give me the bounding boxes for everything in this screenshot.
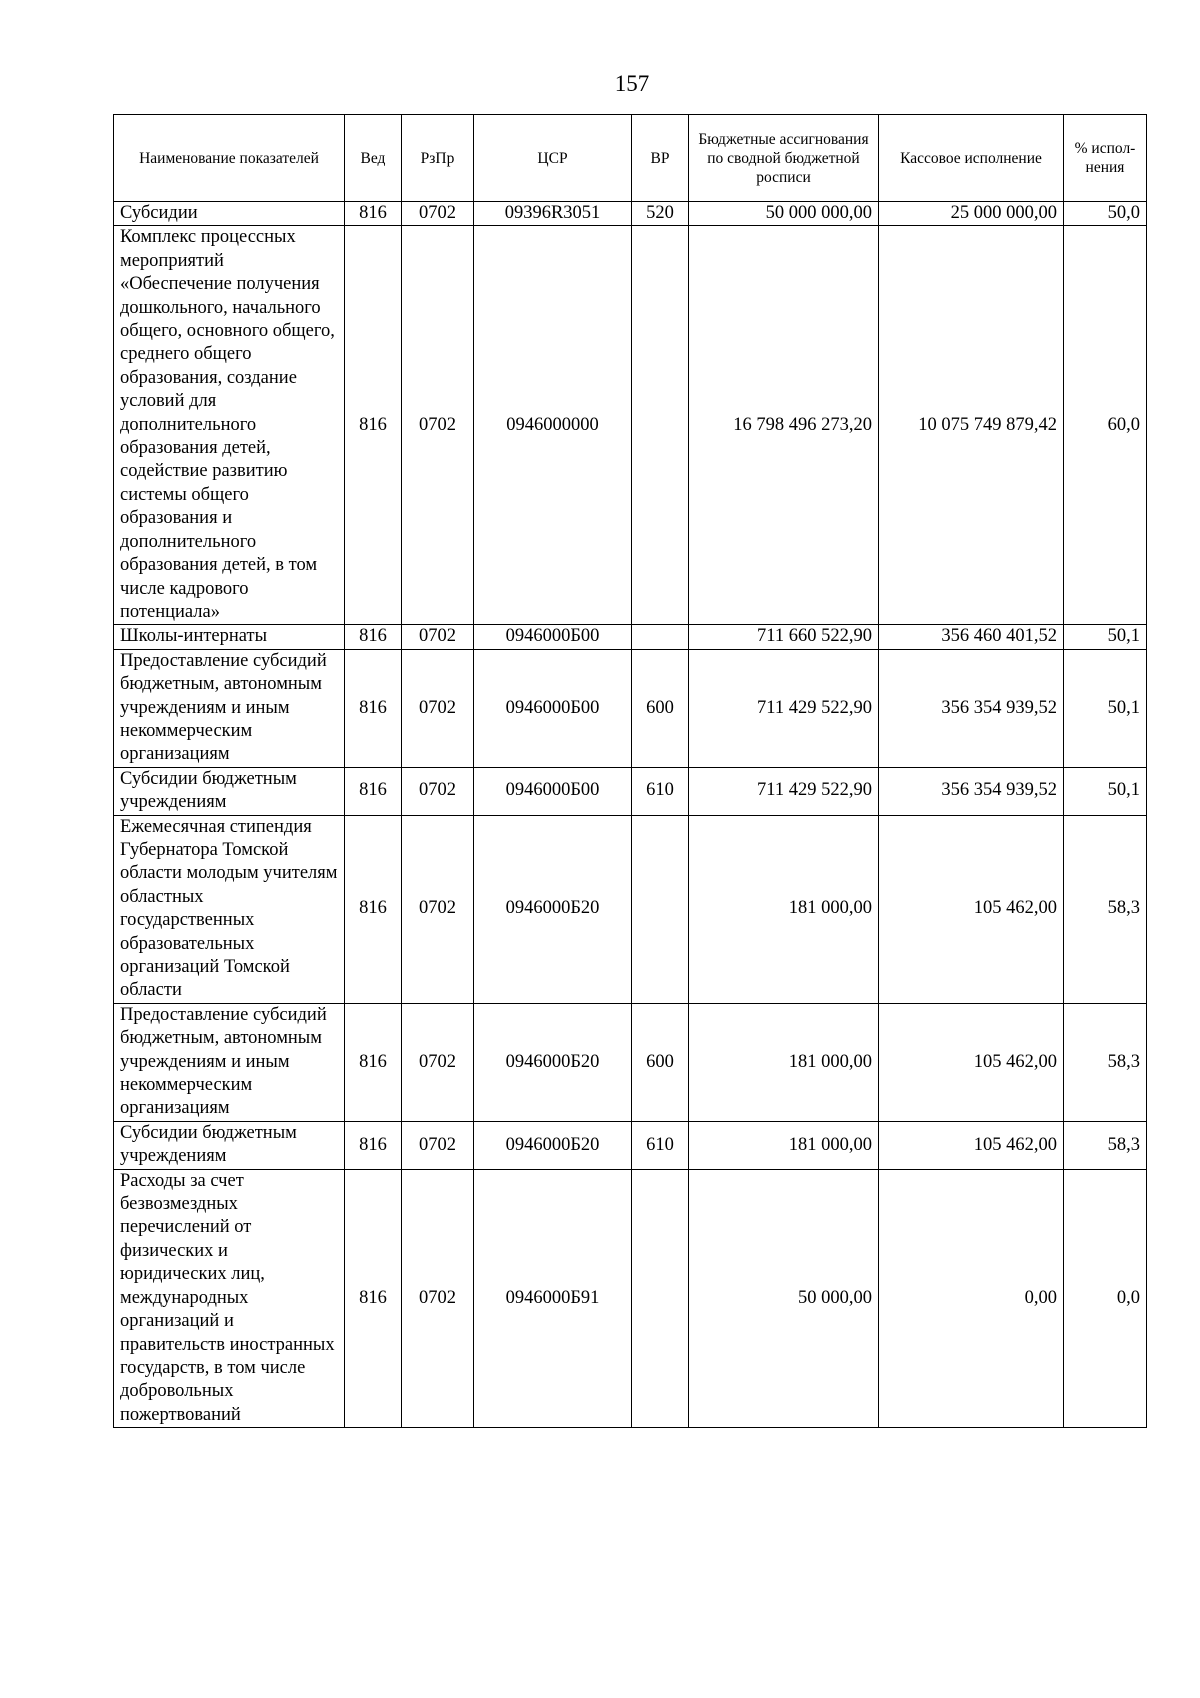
row-percent: 50,1	[1064, 649, 1147, 767]
row-assigned: 50 000,00	[689, 1169, 879, 1427]
row-csr: 09396R3051	[474, 202, 632, 226]
row-csr: 0946000Б00	[474, 649, 632, 767]
row-rzpr: 0702	[402, 202, 474, 226]
row-percent: 60,0	[1064, 226, 1147, 625]
header-ved: Вед	[345, 115, 402, 202]
row-rzpr: 0702	[402, 226, 474, 625]
row-ved: 816	[345, 1121, 402, 1169]
row-name: Школы-интернаты	[114, 625, 345, 649]
row-percent: 58,3	[1064, 1003, 1147, 1121]
row-ved: 816	[345, 1169, 402, 1427]
row-name: Ежемесячная стипендия Губернатора Томской области молодым учителям областных государственных образовательных организаций Томской области	[114, 815, 345, 1003]
row-name: Предоставление субсидий бюджетным, автономным учреждениям и иным некоммерческим организациям	[114, 1003, 345, 1121]
row-percent: 50,0	[1064, 202, 1147, 226]
table-row	[114, 226, 1147, 625]
row-assigned: 711 660 522,90	[689, 625, 879, 649]
table-row	[114, 625, 1147, 649]
row-ved: 816	[345, 1003, 402, 1121]
header-executed: Кассовое исполнение	[879, 115, 1064, 202]
row-executed: 356 460 401,52	[879, 625, 1064, 649]
row-assigned: 50 000 000,00	[689, 202, 879, 226]
budget-execution-table	[113, 114, 1147, 1428]
row-name: Комплекс процессных мероприятий «Обеспечение получения дошкольного, начального общего, основного общего, среднего общего образования, создание условий для дополнительного образования детей, содействие развитию системы общего образования и дополнительного образования детей, в том числе кадрового потенциала»	[114, 226, 345, 625]
row-executed: 105 462,00	[879, 815, 1064, 1003]
row-ved: 816	[345, 767, 402, 815]
row-assigned: 711 429 522,90	[689, 767, 879, 815]
row-percent: 0,0	[1064, 1169, 1147, 1427]
row-csr: 0946000Б20	[474, 1121, 632, 1169]
row-vr: 610	[632, 767, 689, 815]
row-executed: 105 462,00	[879, 1003, 1064, 1121]
table-row	[114, 202, 1147, 226]
row-rzpr: 0702	[402, 815, 474, 1003]
row-percent: 50,1	[1064, 767, 1147, 815]
row-percent: 50,1	[1064, 625, 1147, 649]
row-csr: 0946000000	[474, 226, 632, 625]
page-number: 157	[614, 71, 650, 96]
row-csr: 0946000Б00	[474, 767, 632, 815]
table-row	[114, 767, 1147, 815]
row-vr: 600	[632, 1003, 689, 1121]
table-row	[114, 649, 1147, 767]
row-vr: 600	[632, 649, 689, 767]
row-executed: 356 354 939,52	[879, 649, 1064, 767]
row-vr: 520	[632, 202, 689, 226]
row-rzpr: 0702	[402, 1121, 474, 1169]
row-executed: 10 075 749 879,42	[879, 226, 1064, 625]
row-name: Расходы за счет безвозмездных перечислений от физических и юридических лиц, международных организаций и правительств иностранных государств, в том числе добровольных пожертвований	[114, 1169, 345, 1427]
row-executed: 25 000 000,00	[879, 202, 1064, 226]
row-csr: 0946000Б20	[474, 815, 632, 1003]
row-name: Субсидии	[114, 202, 345, 226]
row-csr: 0946000Б00	[474, 625, 632, 649]
row-rzpr: 0702	[402, 649, 474, 767]
header-rzpr: РзПр	[402, 115, 474, 202]
row-csr: 0946000Б20	[474, 1003, 632, 1121]
row-ved: 816	[345, 625, 402, 649]
header-csr: ЦСР	[474, 115, 632, 202]
table-row	[114, 815, 1147, 1003]
row-executed: 356 354 939,52	[879, 767, 1064, 815]
row-name: Предоставление субсидий бюджетным, автономным учреждениям и иным некоммерческим организациям	[114, 649, 345, 767]
header-vr: ВР	[632, 115, 689, 202]
row-rzpr: 0702	[402, 1169, 474, 1427]
row-vr	[632, 625, 689, 649]
row-percent: 58,3	[1064, 815, 1147, 1003]
row-vr: 610	[632, 1121, 689, 1169]
row-ved: 816	[345, 815, 402, 1003]
row-percent: 58,3	[1064, 1121, 1147, 1169]
header-assigned: Бюджетные ассигнования по сводной бюджетной росписи	[689, 115, 879, 202]
row-name: Субсидии бюджетным учреждениям	[114, 1121, 345, 1169]
row-vr	[632, 815, 689, 1003]
row-assigned: 181 000,00	[689, 1003, 879, 1121]
row-assigned: 181 000,00	[689, 1121, 879, 1169]
row-executed: 105 462,00	[879, 1121, 1064, 1169]
row-assigned: 16 798 496 273,20	[689, 226, 879, 625]
table-row	[114, 1003, 1147, 1121]
row-ved: 816	[345, 649, 402, 767]
row-rzpr: 0702	[402, 1003, 474, 1121]
row-ved: 816	[345, 202, 402, 226]
header-percent: % испол-нения	[1064, 115, 1147, 202]
table-header-row	[114, 115, 1147, 202]
row-csr: 0946000Б91	[474, 1169, 632, 1427]
row-rzpr: 0702	[402, 625, 474, 649]
row-vr	[632, 1169, 689, 1427]
row-rzpr: 0702	[402, 767, 474, 815]
row-executed: 0,00	[879, 1169, 1064, 1427]
row-name: Субсидии бюджетным учреждениям	[114, 767, 345, 815]
table-row	[114, 1169, 1147, 1427]
row-vr	[632, 226, 689, 625]
header-name: Наименование показателей	[114, 115, 345, 202]
table-row	[114, 1121, 1147, 1169]
row-assigned: 711 429 522,90	[689, 649, 879, 767]
row-assigned: 181 000,00	[689, 815, 879, 1003]
row-ved: 816	[345, 226, 402, 625]
